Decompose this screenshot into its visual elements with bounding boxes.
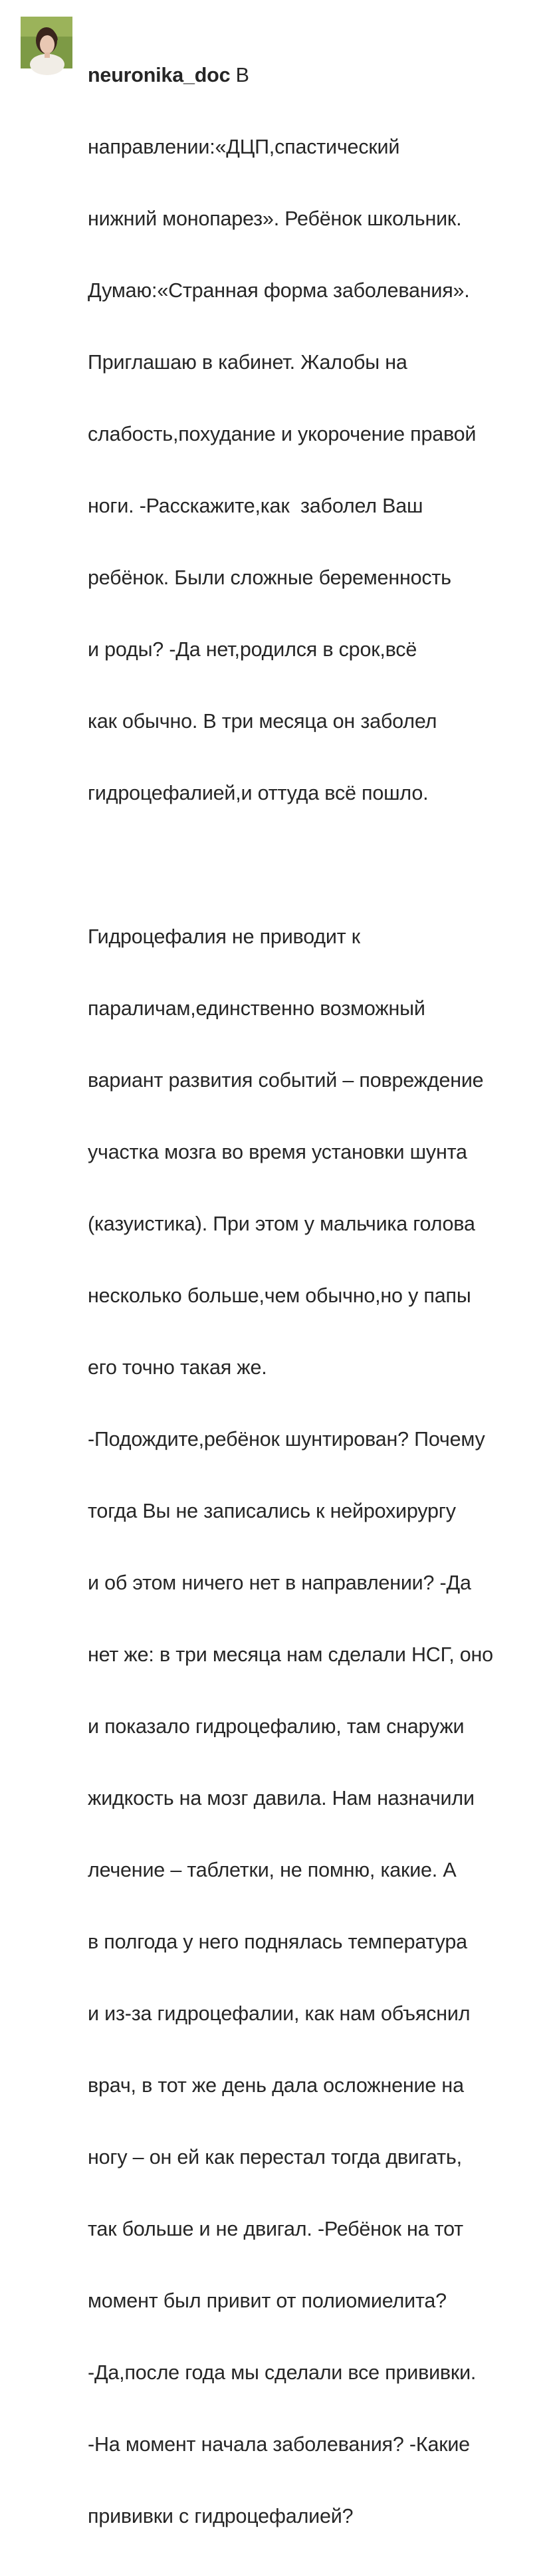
avatar-photo: [21, 17, 72, 68]
comment-line: несколько больше,чем обычно,но у папы: [88, 1284, 471, 1307]
comment-line: слабость,похудание и укорочение правой: [88, 423, 477, 445]
comment-line: -Да,после года мы сделали все прививки.: [88, 2361, 477, 2384]
comment-line: лечение – таблетки, не помню, какие. А: [88, 1859, 457, 1881]
comment-line: так больше и не двигал. -Ребёнок на тот: [88, 2218, 463, 2240]
comment-line: Думаю:«Странная форма заболевания».: [88, 279, 470, 302]
comment-line: как обычно. В три месяца он заболел: [88, 710, 437, 733]
comment-line: вариант развития событий – повреждение: [88, 1069, 484, 1092]
comment-line: врач, в тот же день дала осложнение на: [88, 2074, 464, 2097]
comment-line: жидкость на мозг давила. Нам назначили: [88, 1787, 475, 1810]
username-link[interactable]: neuronika_doc: [88, 64, 231, 86]
paragraph-break: [88, 853, 546, 877]
comment-line: и об этом ничего нет в направлении? -Да: [88, 1572, 471, 1594]
comment-line: гидроцефалией,и оттуда всё пошло.: [88, 782, 429, 804]
comment-line: Гидроцефалия не приводит к: [88, 925, 360, 948]
comment-line: и из-за гидроцефалии, как нам объяснил: [88, 2002, 471, 2025]
comment-line: -Подождите,ребёнок шунтирован? Почему: [88, 1428, 485, 1451]
comment-line: (казуистика). При этом у мальчика голова: [88, 1213, 475, 1235]
comment-first-line-text: В: [230, 64, 249, 86]
comment-line: тогда Вы не записались к нейрохирургу: [88, 1500, 456, 1522]
comment-first-line: [88, 63, 546, 87]
comment-line: нет же: в три месяца нам сделали НСГ, оно: [88, 1643, 493, 1666]
comment-line: прививки с гидроцефалией?: [88, 2505, 354, 2527]
comment-line: ребёнок. Были сложные беременность: [88, 566, 451, 589]
avatar[interactable]: [21, 17, 72, 68]
comment-text: [88, 15, 546, 2576]
comment-line: ногу – он ей как перестал тогда двигать,: [88, 2146, 462, 2168]
comment-line: и роды? -Да нет,родился в срок,всё: [88, 638, 417, 661]
comment-line: направлении:«ДЦП,спастический: [88, 136, 400, 158]
comment-line: нижний монопарез». Ребёнок школьник.: [88, 207, 462, 230]
comment-line: параличам,единственно возможный: [88, 997, 425, 1020]
comment-line: в полгода у него поднялась температура: [88, 1931, 467, 1953]
comment-line: и показало гидроцефалию, там снаружи: [88, 1715, 465, 1738]
comment-line: Приглашаю в кабинет. Жалобы на: [88, 351, 407, 374]
comment-line: его точно такая же.: [88, 1356, 267, 1379]
comment-line: ноги. -Расскажите,как заболел Ваш: [88, 495, 423, 517]
comment-line: -На момент начала заболевания? -Какие: [88, 2433, 470, 2456]
comment-line: момент был привит от полиомиелита?: [88, 2289, 447, 2312]
comment-line: участка мозга во время установки шунта: [88, 1141, 467, 1163]
